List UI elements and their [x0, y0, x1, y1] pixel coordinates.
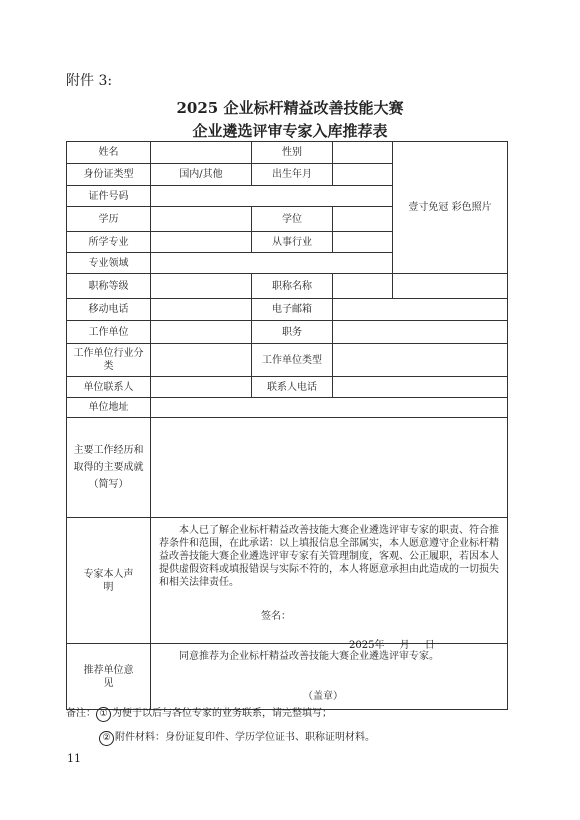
label-unit-industry: 工作单位行业分类: [67, 344, 151, 377]
label-birth: 出生年月: [252, 164, 333, 186]
notes-prefix: 备注：: [66, 708, 96, 719]
input-gender[interactable]: [333, 142, 393, 164]
label-education: 学历: [67, 207, 151, 232]
label-title-name: 职称名称: [252, 274, 333, 299]
label-email: 电子邮箱: [252, 299, 333, 321]
input-unit-contact[interactable]: [151, 377, 252, 398]
recommend-text: 同意推荐为企业标杆精益改善技能大赛企业遴选评审专家。: [179, 651, 439, 662]
note-1-text: 为便于以后与各位专家的业务联系，请完整填写；: [112, 708, 332, 719]
input-industry[interactable]: [333, 232, 393, 253]
label-position: 职务: [252, 321, 333, 344]
input-experience[interactable]: [151, 418, 508, 518]
label-title-level: 职称等级: [67, 274, 151, 299]
input-degree[interactable]: [333, 207, 393, 232]
recommendation-form: [66, 141, 508, 710]
input-contact-phone[interactable]: [333, 377, 508, 398]
label-recommend: 推荐单位意见: [67, 644, 151, 710]
label-id-type: 身份证类型: [67, 164, 151, 186]
label-id-number: 证件号码: [67, 186, 151, 207]
declaration-date: 2025年 月 日: [349, 640, 435, 651]
input-education[interactable]: [151, 207, 252, 232]
recommend-cell[interactable]: [151, 644, 508, 710]
input-major[interactable]: [151, 232, 252, 253]
input-position[interactable]: [333, 321, 508, 344]
note-row-1: [66, 702, 375, 726]
label-work-unit: 工作单位: [67, 321, 151, 344]
label-name: 姓名: [67, 142, 151, 164]
label-industry: 从事行业: [252, 232, 333, 253]
page-number: 11: [67, 752, 81, 765]
signature-label: 签名：: [261, 611, 291, 622]
input-unit-industry[interactable]: [151, 344, 252, 377]
attachment-label: 附件 3:: [66, 73, 113, 89]
input-specialty[interactable]: [151, 253, 393, 274]
label-mobile: 移动电话: [67, 299, 151, 321]
label-declaration: 专家本人声明: [67, 518, 151, 644]
note-2-text: 附件材料：身份证复印件、学历学位证书、职称证明材料。: [115, 732, 375, 743]
label-experience: 主要工作经历和取得的主要成就（简写）: [67, 418, 151, 518]
input-work-unit[interactable]: [151, 321, 252, 344]
label-specialty: 专业领域: [67, 253, 151, 274]
label-unit-address: 单位地址: [67, 398, 151, 418]
label-contact-phone: 联系人电话: [252, 377, 333, 398]
note-row-2: [66, 726, 375, 750]
input-title-name[interactable]: [333, 274, 393, 299]
input-email[interactable]: [333, 299, 508, 321]
input-title-name-extra[interactable]: [393, 274, 508, 299]
id-type-value[interactable]: 国内/其他: [151, 164, 252, 186]
input-unit-address[interactable]: [151, 398, 508, 418]
input-unit-type[interactable]: [333, 344, 508, 377]
title-line-2: 企业遴选评审专家入库推荐表: [192, 122, 388, 140]
photo-box[interactable]: 壹寸免冠 彩色照片: [393, 142, 508, 274]
input-mobile[interactable]: [151, 299, 252, 321]
input-title-level[interactable]: [151, 274, 252, 299]
label-unit-type: 工作单位类型: [252, 344, 333, 377]
label-major: 所学专业: [67, 232, 151, 253]
label-gender: 性别: [252, 142, 333, 164]
note-1-marker: ①: [96, 707, 111, 722]
input-birth[interactable]: [333, 164, 393, 186]
input-name[interactable]: [151, 142, 252, 164]
title-line-1: 2025 企业标杆精益改善技能大赛: [176, 99, 404, 117]
input-id-number[interactable]: [151, 186, 393, 207]
declaration-text: 本人已了解企业标杆精益改善技能大赛企业遴选评审专家的职责、符合推荐条件和范围，在此承诺：以上填报信息全部属实，本人愿意遵守企业标杆精益改善技能大赛企业遴选评审专家有关管理制度，客观、公正履职，若因本人提供虚假资料或填报错误与实际不符的，本人将愿意承担由此造成的一切损失和相关法律责任。: [159, 525, 499, 588]
label-degree: 学位: [252, 207, 333, 232]
label-unit-contact: 单位联系人: [67, 377, 151, 398]
note-2-marker: ②: [99, 731, 114, 746]
notes: [66, 702, 375, 750]
seal-label: （盖章）: [303, 691, 343, 702]
declaration-cell: [151, 518, 508, 651]
